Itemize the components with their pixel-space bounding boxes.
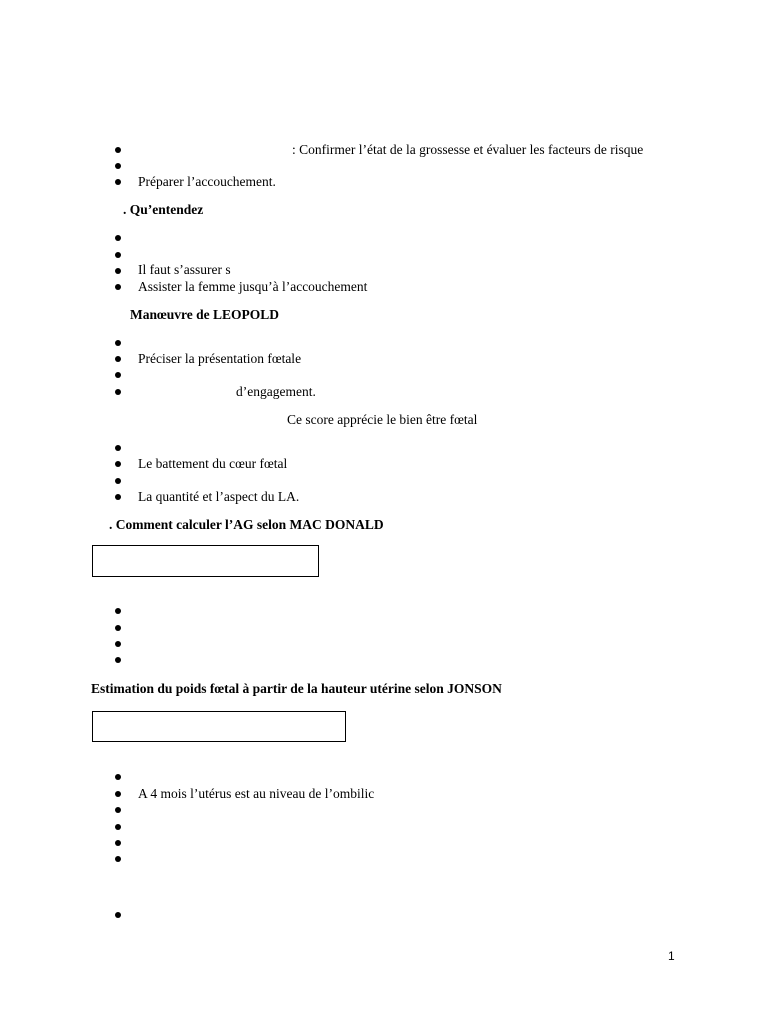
bullet	[115, 840, 121, 846]
section-heading: Estimation du poids fœtal à partir de la hauteur utérine selon JONSON	[91, 681, 502, 696]
list-item: Assister la femme jusqu’à l’accouchement	[138, 279, 368, 294]
bullet	[115, 791, 121, 797]
bullet	[115, 608, 121, 614]
bullet	[115, 372, 121, 378]
section-heading: Manœuvre de LEOPOLD	[130, 307, 280, 322]
page-number: 1	[668, 949, 675, 963]
list-item: d’engagement.	[236, 384, 316, 399]
formula-box	[92, 711, 346, 742]
list-item: La quantité et l’aspect du LA.	[138, 489, 300, 504]
bullet	[115, 147, 121, 153]
bullet	[115, 807, 121, 813]
bullet	[115, 179, 121, 185]
bullet	[115, 252, 121, 258]
paragraph: Ce score apprécie le bien être fœtal	[287, 412, 478, 427]
bullet	[115, 824, 121, 830]
bullet	[115, 912, 121, 918]
bullet	[115, 389, 121, 395]
list-item: Il faut s’assurer s	[138, 262, 231, 277]
bullet	[115, 163, 121, 169]
bullet	[115, 856, 121, 862]
bullet	[115, 774, 121, 780]
bullet	[115, 445, 121, 451]
bullet	[115, 641, 121, 647]
section-heading: . Comment calculer l’AG selon MAC DONALD	[109, 517, 384, 532]
bullet	[115, 494, 121, 500]
bullet	[115, 268, 121, 274]
bullet	[115, 625, 121, 631]
bullet	[115, 284, 121, 290]
bullet	[115, 356, 121, 362]
bullet	[115, 461, 121, 467]
bullet	[115, 235, 121, 241]
bullet	[115, 340, 121, 346]
list-item: Préparer l’accouchement.	[138, 174, 276, 189]
list-item: Préciser la présentation fœtale	[138, 351, 302, 366]
list-item: A 4 mois l’utérus est au niveau de l’ombilic	[138, 786, 375, 801]
formula-box	[92, 545, 319, 577]
list-item: Le battement du cœur fœtal	[138, 456, 288, 471]
list-item: : Confirmer l’état de la grossesse et évaluer les facteurs de risque	[292, 142, 644, 157]
bullet	[115, 657, 121, 663]
bullet	[115, 478, 121, 484]
section-heading: . Qu’entendez	[123, 202, 204, 217]
